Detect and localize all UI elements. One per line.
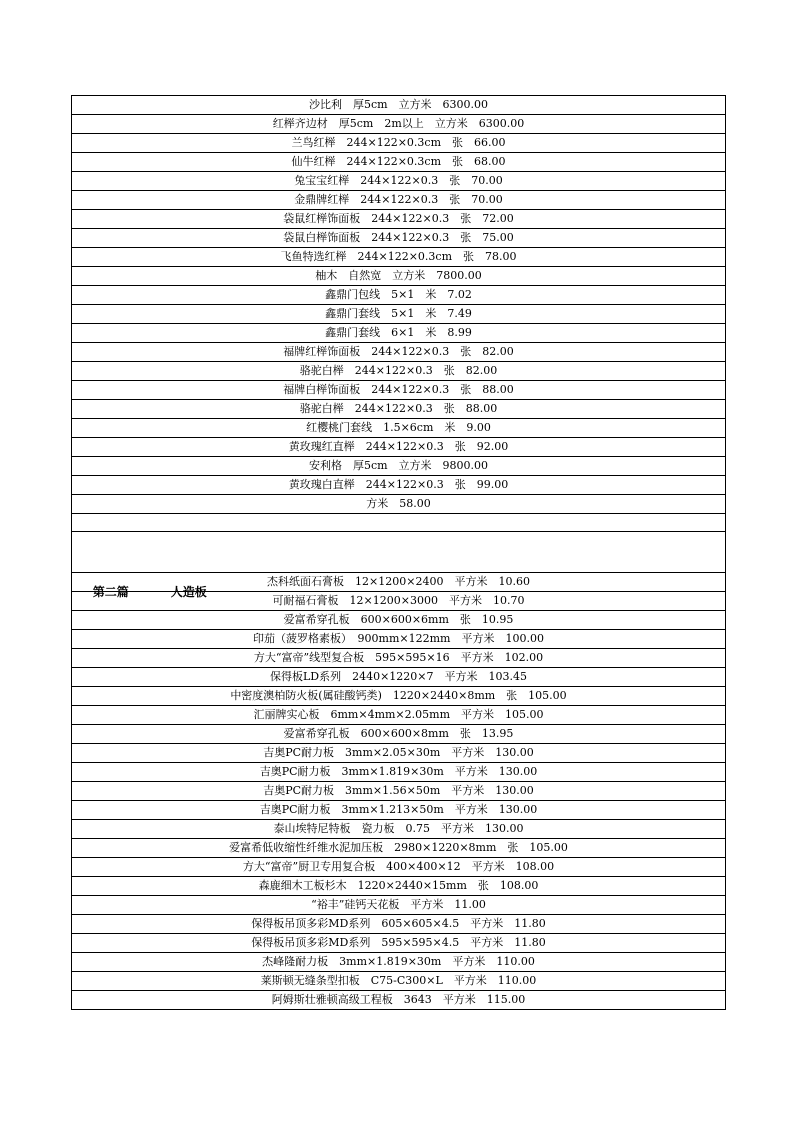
table-row: 吉奥PC耐力板 3mm×1.213×50m 平方米 130.00 — [72, 801, 725, 820]
table-row: 方米 58.00 — [72, 495, 725, 514]
table-row: 黄玫瑰红直榉 244×122×0.3 张 92.00 — [72, 438, 725, 457]
table-row: 爱富希低收缩性纤维水泥加压板 2980×1220×8mm 张 105.00 — [72, 839, 725, 858]
table-row: 莱斯顿无缝条型扣板 C75-C300×L 平方米 110.00 — [72, 972, 725, 991]
table-row: 爱富希穿孔板 600×600×6mm 张 10.95 — [72, 611, 725, 630]
section-number: 第二篇 — [92, 585, 129, 599]
table-row: 袋鼠红榉饰面板 244×122×0.3 张 72.00 — [72, 210, 725, 229]
table-row: 飞鱼特选红榉 244×122×0.3cm 张 78.00 — [72, 248, 725, 267]
table-row: 福牌红榉饰面板 244×122×0.3 张 82.00 — [72, 343, 725, 362]
table-row: 沙比利 厚5cm 立方米 6300.00 — [72, 96, 725, 115]
table-row: 阿姆斯壮雅顿高级工程板 3643 平方米 115.00 — [72, 991, 725, 1010]
table-row: 鑫鼎门包线 5×1 米 7.02 — [72, 286, 725, 305]
table-row: 鑫鼎门套线 6×1 米 8.99 — [72, 324, 725, 343]
table-row: 安利格 厚5cm 立方米 9800.00 — [72, 457, 725, 476]
price-table — [71, 95, 726, 1010]
table-row: 保得板LD系列 2440×1220×7 平方米 103.45 — [72, 668, 725, 687]
table-row: 杰科纸面石膏板 12×1200×2400 平方米 10.60 — [72, 573, 725, 592]
table-row: 吉奥PC耐力板 3mm×2.05×30m 平方米 130.00 — [72, 744, 725, 763]
table-row: 方大“富帝”厨卫专用复合板 400×400×12 平方米 108.00 — [72, 858, 725, 877]
table-row: 杰峰隆耐力板 3mm×1.819×30m 平方米 110.00 — [72, 953, 725, 972]
table-row: 爱富希穿孔板 600×600×8mm 张 13.95 — [72, 725, 725, 744]
table-row: 保得板吊顶多彩MD系列 595×595×4.5 平方米 11.80 — [72, 934, 725, 953]
table-row: “裕丰”硅钙天花板 平方米 11.00 — [72, 896, 725, 915]
section-title: 人造板 — [170, 585, 207, 599]
table-row: 方大“富帝”线型复合板 595×595×16 平方米 102.00 — [72, 649, 725, 668]
table-row: 骆驼白榉 244×122×0.3 张 82.00 — [72, 362, 725, 381]
table-group-part1 — [72, 96, 725, 514]
table-row: 兔宝宝红榉 244×122×0.3 张 70.00 — [72, 172, 725, 191]
table-row: 金鼎牌红榉 244×122×0.3 张 70.00 — [72, 191, 725, 210]
table-row: 红樱桃门套线 1.5×6cm 米 9.00 — [72, 419, 725, 438]
table-row: 黄玫瑰白直榉 244×122×0.3 张 99.00 — [72, 476, 725, 495]
table-row: 鑫鼎门套线 5×1 米 7.49 — [72, 305, 725, 324]
table-row: 泰山埃特尼特板 瓷力板 0.75 平方米 130.00 — [72, 820, 725, 839]
table-row: 红榉齐边材 厚5cm 2m以上 立方米 6300.00 — [72, 115, 725, 134]
table-row: 骆驼白榉 244×122×0.3 张 88.00 — [72, 400, 725, 419]
table-row: 袋鼠白榉饰面板 244×122×0.3 张 75.00 — [72, 229, 725, 248]
table-row: 可耐福石膏板 12×1200×3000 平方米 10.70 — [72, 592, 725, 611]
table-group-part2 — [72, 573, 725, 1010]
table-row: 兰鸟红榉 244×122×0.3cm 张 66.00 — [72, 134, 725, 153]
blank-row — [72, 514, 725, 532]
table-row: 柚木 自然宽 立方米 7800.00 — [72, 267, 725, 286]
table-row: 森鹿细木工板杉木 1220×2440×15mm 张 108.00 — [72, 877, 725, 896]
table-row: 汇丽牌实心板 6mm×4mm×2.05mm 平方米 105.00 — [72, 706, 725, 725]
table-row: 福牌白榉饰面板 244×122×0.3 张 88.00 — [72, 381, 725, 400]
table-row: 中密度澳柏防火板(属硅酸钙类) 1220×2440×8mm 张 105.00 — [72, 687, 725, 706]
table-row: 仙牛红榉 244×122×0.3cm 张 68.00 — [72, 153, 725, 172]
table-row: 吉奥PC耐力板 3mm×1.56×50m 平方米 130.00 — [72, 782, 725, 801]
table-row: 印茄（菠罗格素板） 900mm×122mm 平方米 100.00 — [72, 630, 725, 649]
table-row: 保得板吊顶多彩MD系列 605×605×4.5 平方米 11.80 — [72, 915, 725, 934]
table-row: 吉奥PC耐力板 3mm×1.819×30m 平方米 130.00 — [72, 763, 725, 782]
